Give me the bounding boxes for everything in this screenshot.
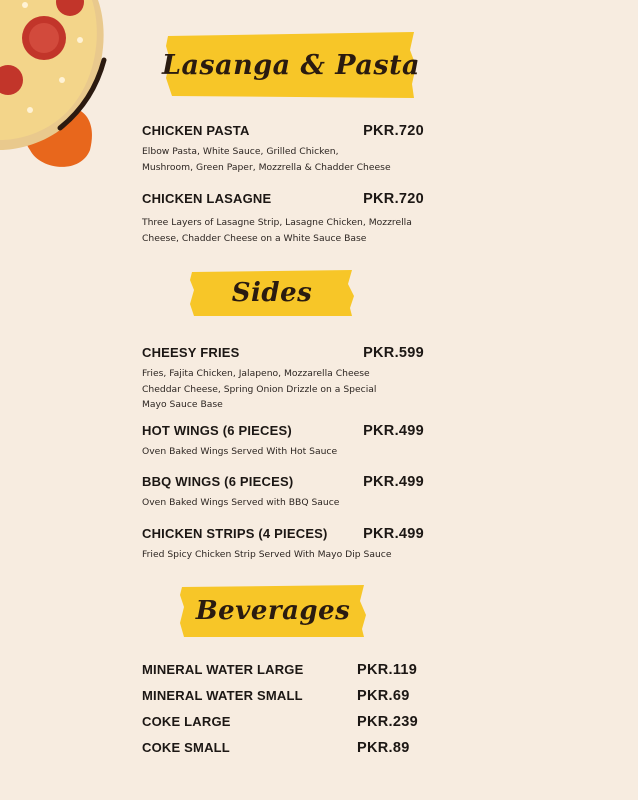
- item-name: CHICKEN PASTA: [142, 123, 250, 138]
- beverage-item: [142, 688, 424, 704]
- item-price: PKR.239: [357, 714, 418, 730]
- item-price: PKR.119: [357, 662, 418, 678]
- item-price: PKR.89: [357, 740, 410, 756]
- item-name: CHICKEN STRIPS (4 PIECES): [142, 526, 328, 541]
- menu-item: [142, 526, 424, 563]
- item-name: BBQ WINGS (6 PIECES): [142, 474, 294, 489]
- item-description: Oven Baked Wings Served With Hot Sauce: [142, 446, 338, 457]
- item-price: PKR.720: [363, 191, 424, 207]
- section-banner-beverages: [180, 583, 366, 639]
- item-description: Oven Baked Wings Served with BBQ Sauce: [142, 497, 340, 508]
- item-name: HOT WINGS (6 PIECES): [142, 423, 292, 438]
- section-title: Sides: [231, 278, 313, 308]
- item-price: PKR.499: [363, 526, 424, 542]
- item-description: Three Layers of Lasagne Strip, Lasagne Chicken, Mozzrella Cheese, Chadder Cheese on a White Sauce Base: [142, 217, 412, 244]
- item-description: Elbow Pasta, White Sauce, Grilled Chicken, Mushroom, Green Paper, Mozzrella & Chadder Cheese: [142, 146, 391, 173]
- menu-item: [142, 191, 424, 246]
- item-price: PKR.69: [357, 688, 410, 704]
- item-name: MINERAL WATER SMALL: [142, 688, 303, 703]
- beverage-item: [142, 714, 424, 730]
- section-title: Beverages: [195, 596, 351, 626]
- item-price: PKR.720: [363, 123, 424, 139]
- section-banner-sides: [190, 268, 354, 318]
- item-name: MINERAL WATER LARGE: [142, 662, 304, 677]
- menu-item: [142, 123, 424, 175]
- item-price: PKR.499: [363, 423, 424, 439]
- section-banner-lasagna-pasta: [161, 30, 421, 100]
- menu-item: [142, 345, 424, 413]
- item-name: COKE SMALL: [142, 740, 230, 755]
- item-name: CHICKEN LASAGNE: [142, 191, 272, 206]
- item-description: Fries, Fajita Chicken, Jalapeno, Mozzarella Cheese Cheddar Cheese, Spring Onion Drizzle on a Special Mayo Sauce Base: [142, 368, 377, 410]
- menu-item: [142, 423, 424, 460]
- item-name: CHEESY FRIES: [142, 345, 240, 360]
- item-name: COKE LARGE: [142, 714, 231, 729]
- pizza-slice-icon: [0, 0, 120, 180]
- menu-item: [142, 474, 424, 511]
- beverage-item: [142, 740, 424, 756]
- beverage-item: [142, 662, 424, 678]
- item-price: PKR.499: [363, 474, 424, 490]
- item-price: PKR.599: [363, 345, 424, 361]
- item-description: Fried Spicy Chicken Strip Served With Mayo Dip Sauce: [142, 549, 392, 560]
- section-title: Lasanga & Pasta: [161, 49, 421, 81]
